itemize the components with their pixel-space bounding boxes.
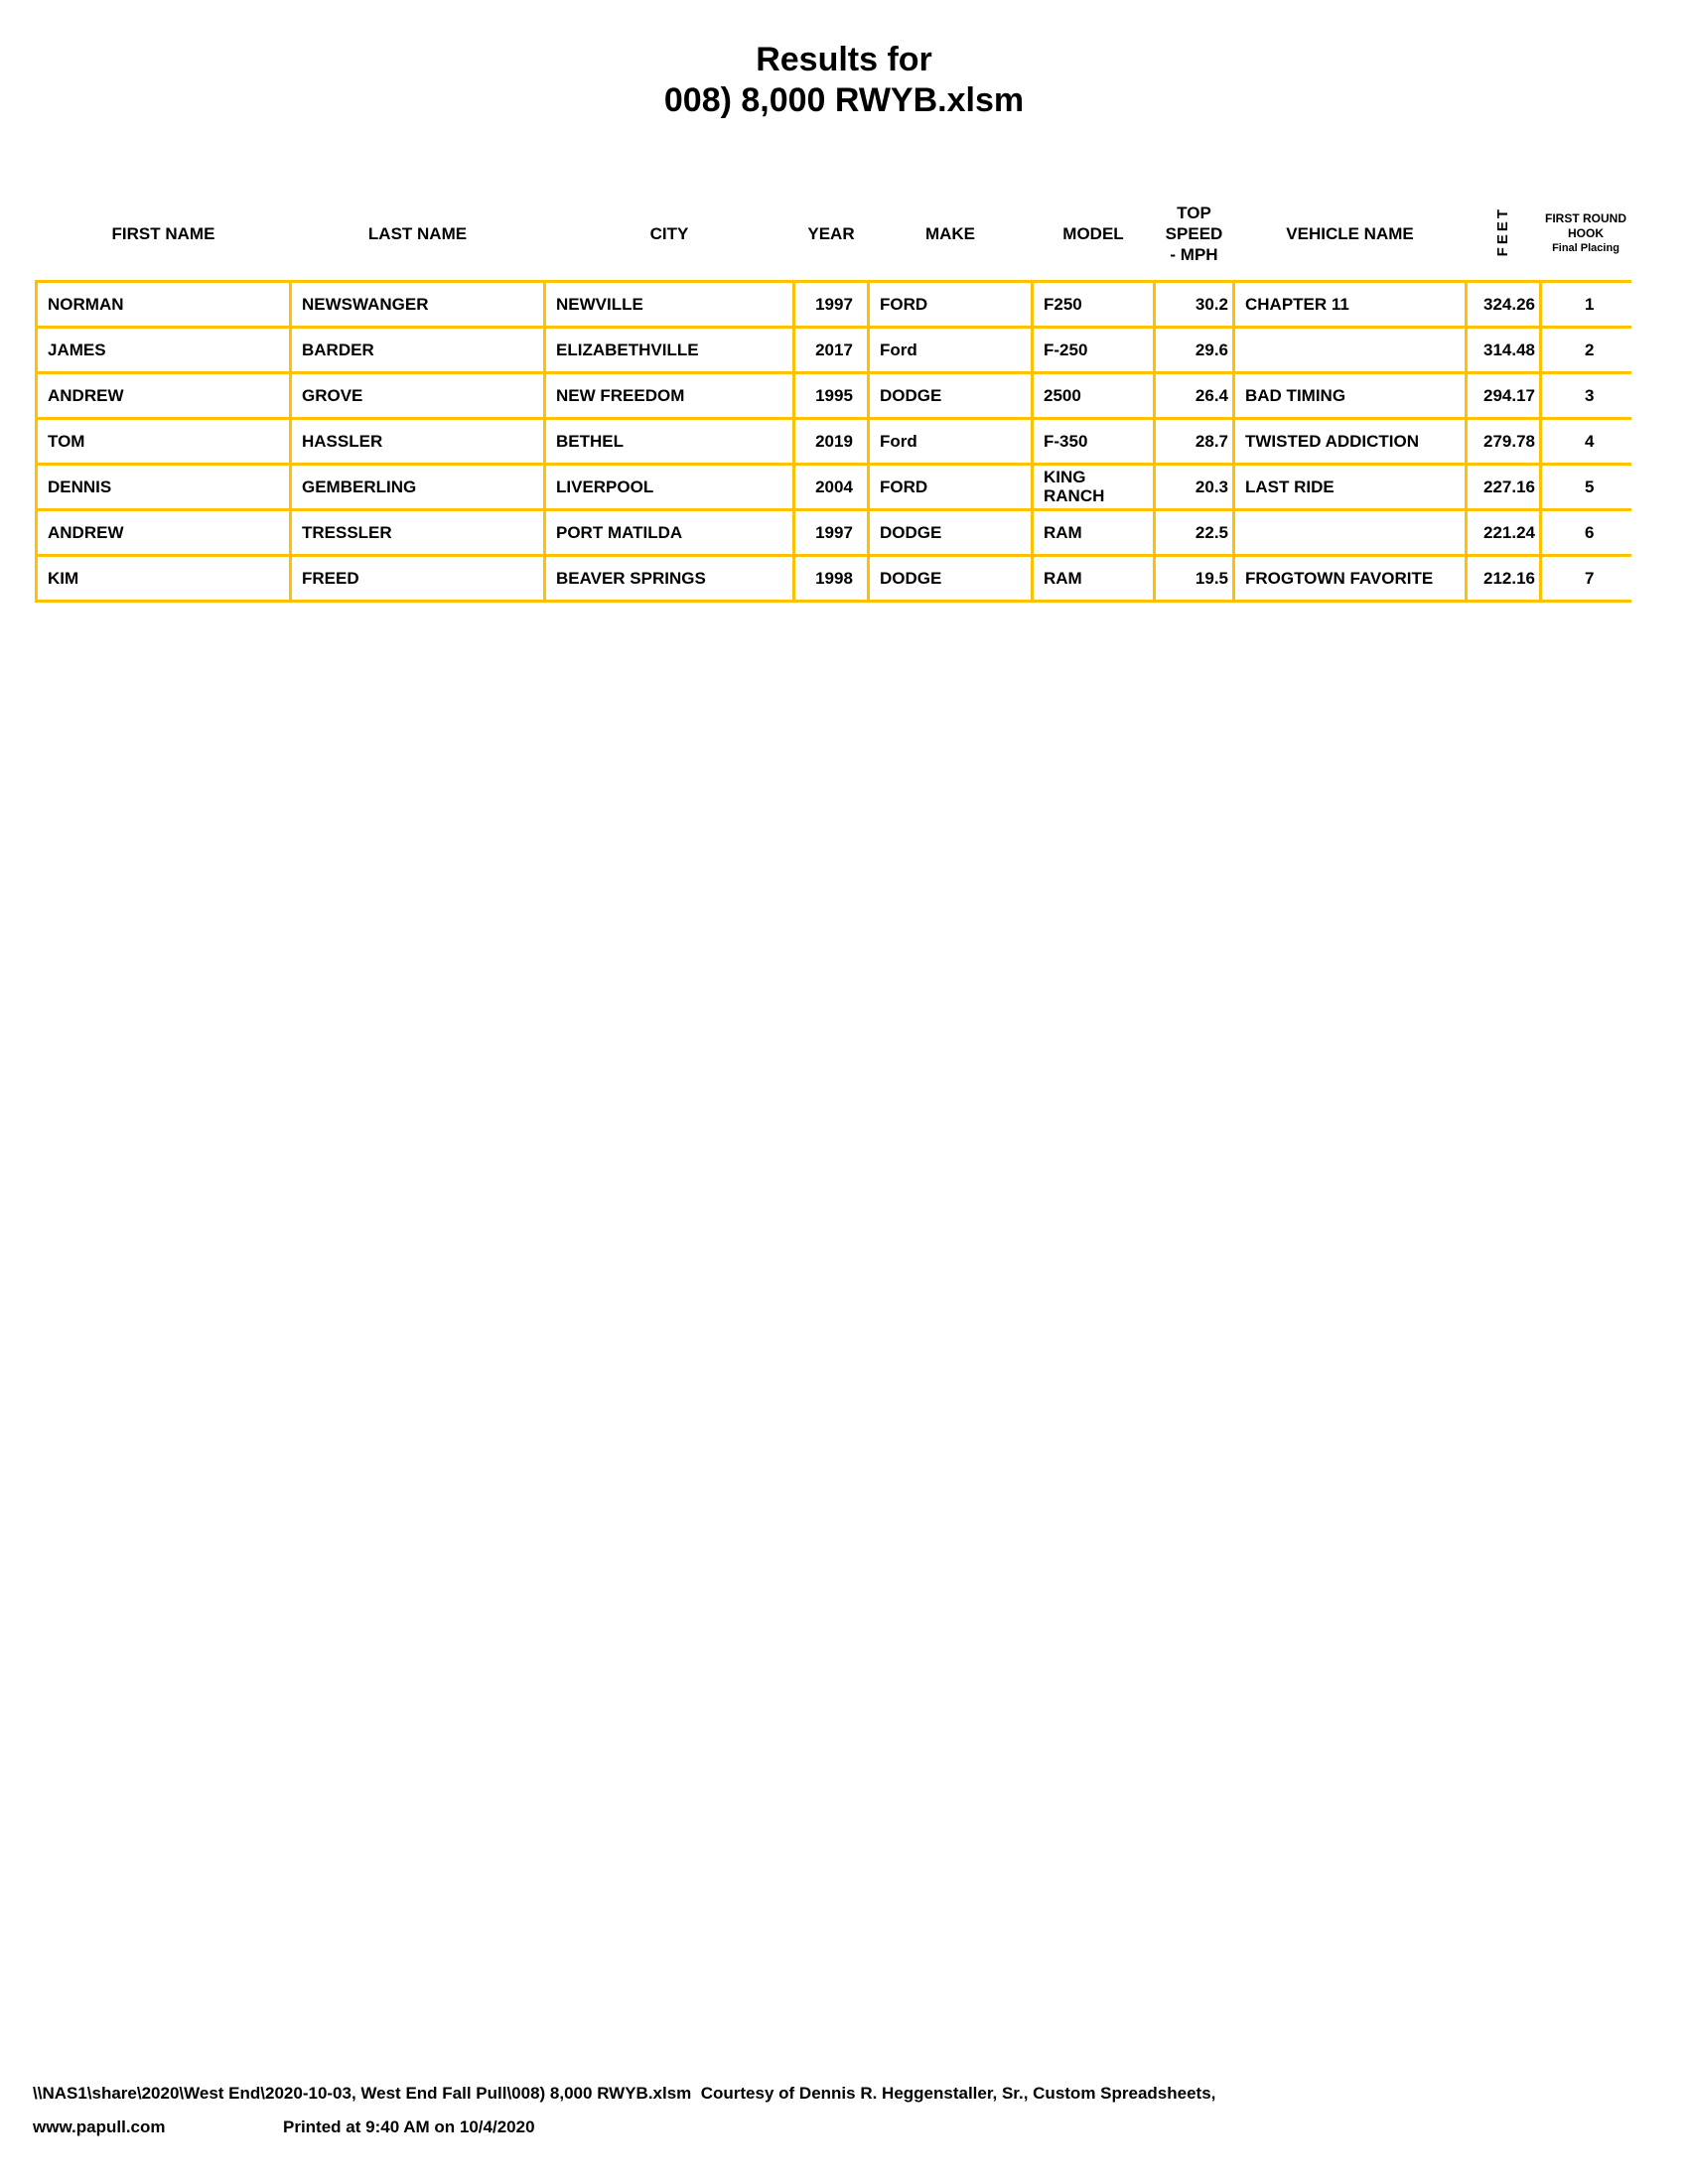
cell-last-name: FREED [291,555,545,601]
cell-last-name: BARDER [291,327,545,372]
cell-placing: 2 [1541,327,1631,372]
cell-feet: 279.78 [1467,418,1541,464]
cell-year: 1997 [794,281,869,327]
cell-feet: 227.16 [1467,464,1541,509]
cell-feet: 221.24 [1467,509,1541,555]
table-row [37,372,1631,418]
feet-vertical-label: FEET [1494,206,1511,257]
hook-header-line-2: HOOK [1568,226,1604,241]
cell-first-name: TOM [37,418,291,464]
table-body [37,281,1631,601]
cell-city: PORT MATILDA [545,509,794,555]
cell-model: KING RANCH [1033,464,1155,509]
cell-vehicle-name: FROGTOWN FAVORITE [1234,555,1467,601]
cell-top-speed: 30.2 [1155,281,1234,327]
cell-city: BETHEL [545,418,794,464]
cell-vehicle-name [1234,509,1467,555]
cell-placing: 5 [1541,464,1631,509]
cell-vehicle-name: BAD TIMING [1234,372,1467,418]
table-row [37,509,1631,555]
cell-year: 1997 [794,509,869,555]
cell-make: FORD [869,281,1033,327]
cell-top-speed: 19.5 [1155,555,1234,601]
cell-make: DODGE [869,555,1033,601]
cell-top-speed: 26.4 [1155,372,1234,418]
col-header-first-round-hook [1541,189,1631,281]
cell-feet: 212.16 [1467,555,1541,601]
col-header-top-speed [1155,189,1234,281]
cell-model: F-350 [1033,418,1155,464]
table-row [37,418,1631,464]
cell-make: DODGE [869,372,1033,418]
cell-model: F250 [1033,281,1155,327]
results-table [35,189,1631,603]
cell-top-speed: 20.3 [1155,464,1234,509]
table-row [37,464,1631,509]
cell-city: LIVERPOOL [545,464,794,509]
cell-last-name: NEWSWANGER [291,281,545,327]
cell-first-name: ANDREW [37,372,291,418]
cell-vehicle-name: CHAPTER 11 [1234,281,1467,327]
cell-make: DODGE [869,509,1033,555]
cell-vehicle-name: LAST RIDE [1234,464,1467,509]
cell-city: ELIZABETHVILLE [545,327,794,372]
cell-city: NEWVILLE [545,281,794,327]
col-header-model: MODEL [1062,224,1124,244]
table-row [37,281,1631,327]
cell-first-name: JAMES [37,327,291,372]
cell-model: 2500 [1033,372,1155,418]
cell-placing: 6 [1541,509,1631,555]
cell-placing: 3 [1541,372,1631,418]
footer-file-path: \\NAS1\share\2020\West End\2020-10-03, West End Fall Pull\008) 8,000 RWYB.xlsm Courtesy of Dennis R. Heggenstaller, Sr., Custom Spreadsheets, [33,2084,1216,2103]
cell-first-name: KIM [37,555,291,601]
page-footer [33,2077,1661,2144]
top-speed-header-line-2: SPEED [1165,224,1223,244]
cell-placing: 7 [1541,555,1631,601]
cell-last-name: GEMBERLING [291,464,545,509]
title-line-2: 008) 8,000 RWYB.xlsm [663,81,1025,119]
cell-first-name: NORMAN [37,281,291,327]
col-header-make: MAKE [924,224,976,244]
cell-year: 1995 [794,372,869,418]
footer-website: www.papull.com [33,2117,166,2136]
cell-model: RAM [1033,555,1155,601]
cell-make: Ford [869,327,1033,372]
cell-feet: 294.17 [1467,372,1541,418]
cell-top-speed: 28.7 [1155,418,1234,464]
cell-last-name: HASSLER [291,418,545,464]
cell-vehicle-name: TWISTED ADDICTION [1234,418,1467,464]
cell-make: FORD [869,464,1033,509]
top-speed-header-line-1: TOP [1177,204,1211,223]
cell-feet: 314.48 [1467,327,1541,372]
top-speed-header-line-3: - MPH [1170,245,1218,265]
cell-year: 2017 [794,327,869,372]
header-row [37,189,1631,281]
footer-printed-timestamp: Printed at 9:40 AM on 10/4/2020 [283,2117,535,2136]
page-title [0,40,1688,121]
hook-header-line-1: FIRST ROUND [1545,211,1626,226]
cell-vehicle-name [1234,327,1467,372]
cell-model: RAM [1033,509,1155,555]
cell-model: F-250 [1033,327,1155,372]
col-header-city: CITY [649,224,689,244]
cell-city: BEAVER SPRINGS [545,555,794,601]
col-header-year: YEAR [807,224,855,244]
cell-year: 1998 [794,555,869,601]
cell-placing: 1 [1541,281,1631,327]
cell-year: 2019 [794,418,869,464]
cell-first-name: DENNIS [37,464,291,509]
cell-feet: 324.26 [1467,281,1541,327]
col-header-first-name: FIRST NAME [111,224,215,244]
cell-top-speed: 29.6 [1155,327,1234,372]
cell-make: Ford [869,418,1033,464]
col-header-feet [1467,189,1541,281]
cell-last-name: TRESSLER [291,509,545,555]
col-header-vehicle-name: VEHICLE NAME [1286,224,1414,244]
table-header [37,189,1631,281]
cell-city: NEW FREEDOM [545,372,794,418]
cell-placing: 4 [1541,418,1631,464]
cell-year: 2004 [794,464,869,509]
cell-top-speed: 22.5 [1155,509,1234,555]
cell-first-name: ANDREW [37,509,291,555]
title-line-1: Results for [756,41,932,78]
cell-last-name: GROVE [291,372,545,418]
footer-line-2 [33,2111,1661,2144]
table-row [37,327,1631,372]
hook-header-line-3: Final Placing [1552,242,1619,255]
col-header-last-name: LAST NAME [367,224,468,244]
table-row [37,555,1631,601]
